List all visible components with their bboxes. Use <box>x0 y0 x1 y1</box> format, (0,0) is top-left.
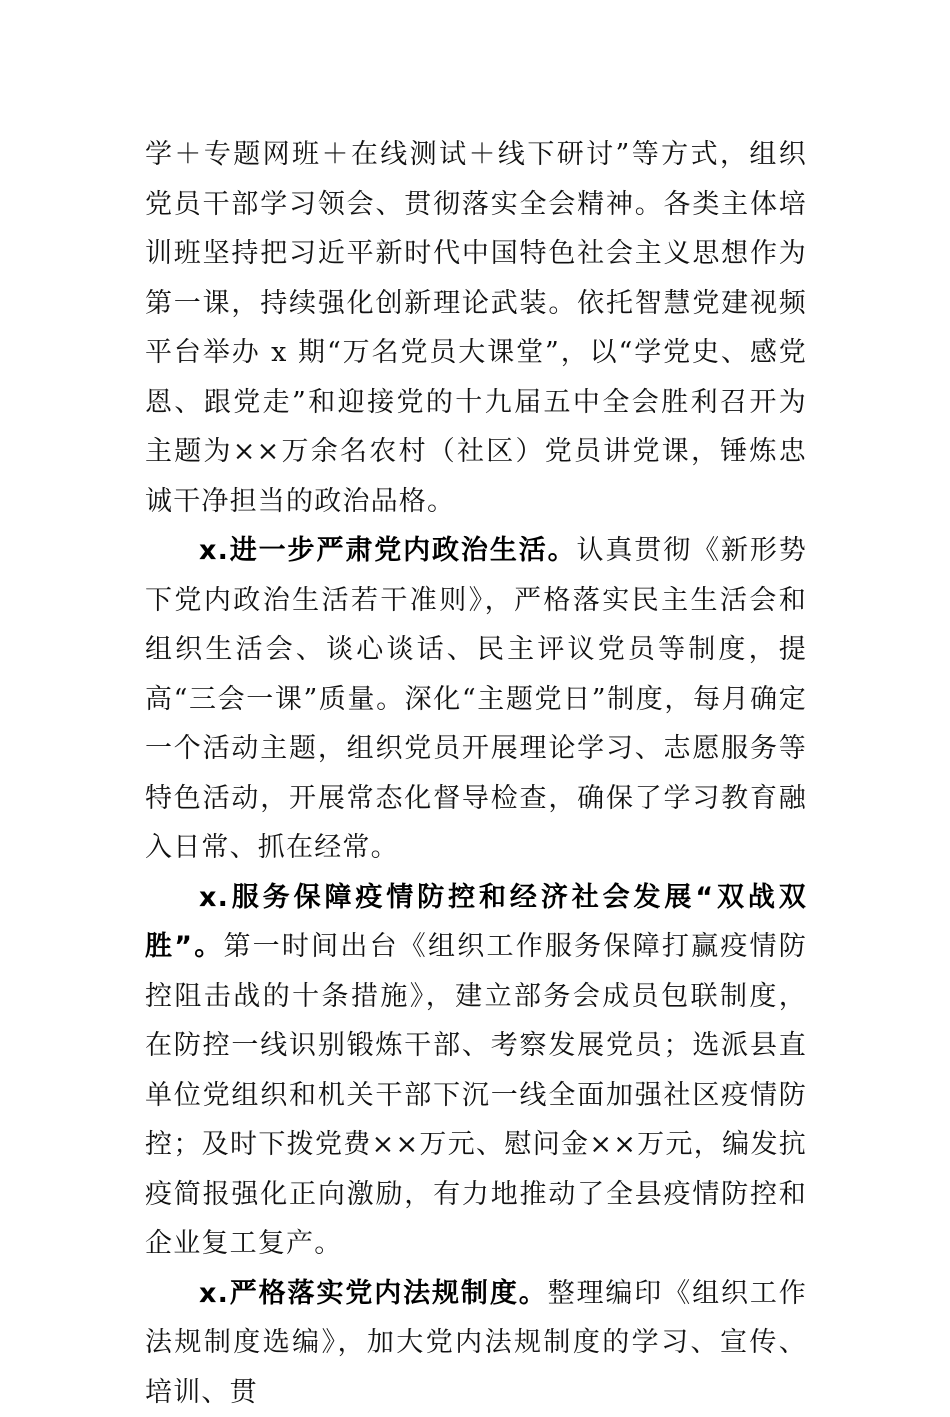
document-body <box>145 130 807 1417</box>
paragraph-text: 整理编印《组织工作法规制度选编》，加大党内法规制度的学习、宣传、培训、贯 <box>145 1278 807 1408</box>
paragraph-epidemic-control <box>145 873 807 1269</box>
paragraph-text: 认真贯彻《新形势下党内政治生活若干准则》，严格落实民主生活会和组织生活会、谈心谈话、民主评议党员等制度，提高“三会一课”质量。深化“主题党日”制度，每月确定一个活动主题，组织党员开展理论学习、志愿服务等特色活动，开展常态化督导检查，确保了学习教育融入日常、抓在经常。 <box>145 535 807 863</box>
paragraph-heading: x.严格落实党内法规制度。 <box>199 1278 548 1309</box>
paragraph-heading: x.进一步严肃党内政治生活。 <box>199 535 577 566</box>
paragraph-political-life <box>145 526 807 873</box>
paragraph-party-regulations <box>145 1269 807 1417</box>
paragraph-heading: x.服务保障疫情防控和经济社会发展“双战双胜”。 <box>145 882 807 963</box>
paragraph-text: 第一时间出台《组织工作服务保障打赢疫情防控阻击战的十条措施》，建立部务会成员包联制度，在防控一线识别锻炼干部、考察发展党员；选派县直单位党组织和机关干部下沉一线全面加强社区疫情防控；及时下拨党费××万元、慰问金××万元，编发抗疫简报强化正向激励，有力地推动了全县疫情防控和企业复工复产。 <box>145 931 807 1259</box>
paragraph-text: 学＋专题网班＋在线测试＋线下研讨”等方式，组织党员干部学习领会、贯彻落实全会精神。各类主体培训班坚持把习近平新时代中国特色社会主义思想作为第一课，持续强化创新理论武装。依托智慧党建视频平台举办 x 期“万名党员大课堂”，以“学党史、感党恩、跟党走”和迎接党的十九届五中全会胜利召开为主题为××万余名农村（社区）党员讲党课，锤炼忠诚干净担当的政治品格。 <box>145 139 807 517</box>
paragraph-continuation <box>145 130 807 526</box>
